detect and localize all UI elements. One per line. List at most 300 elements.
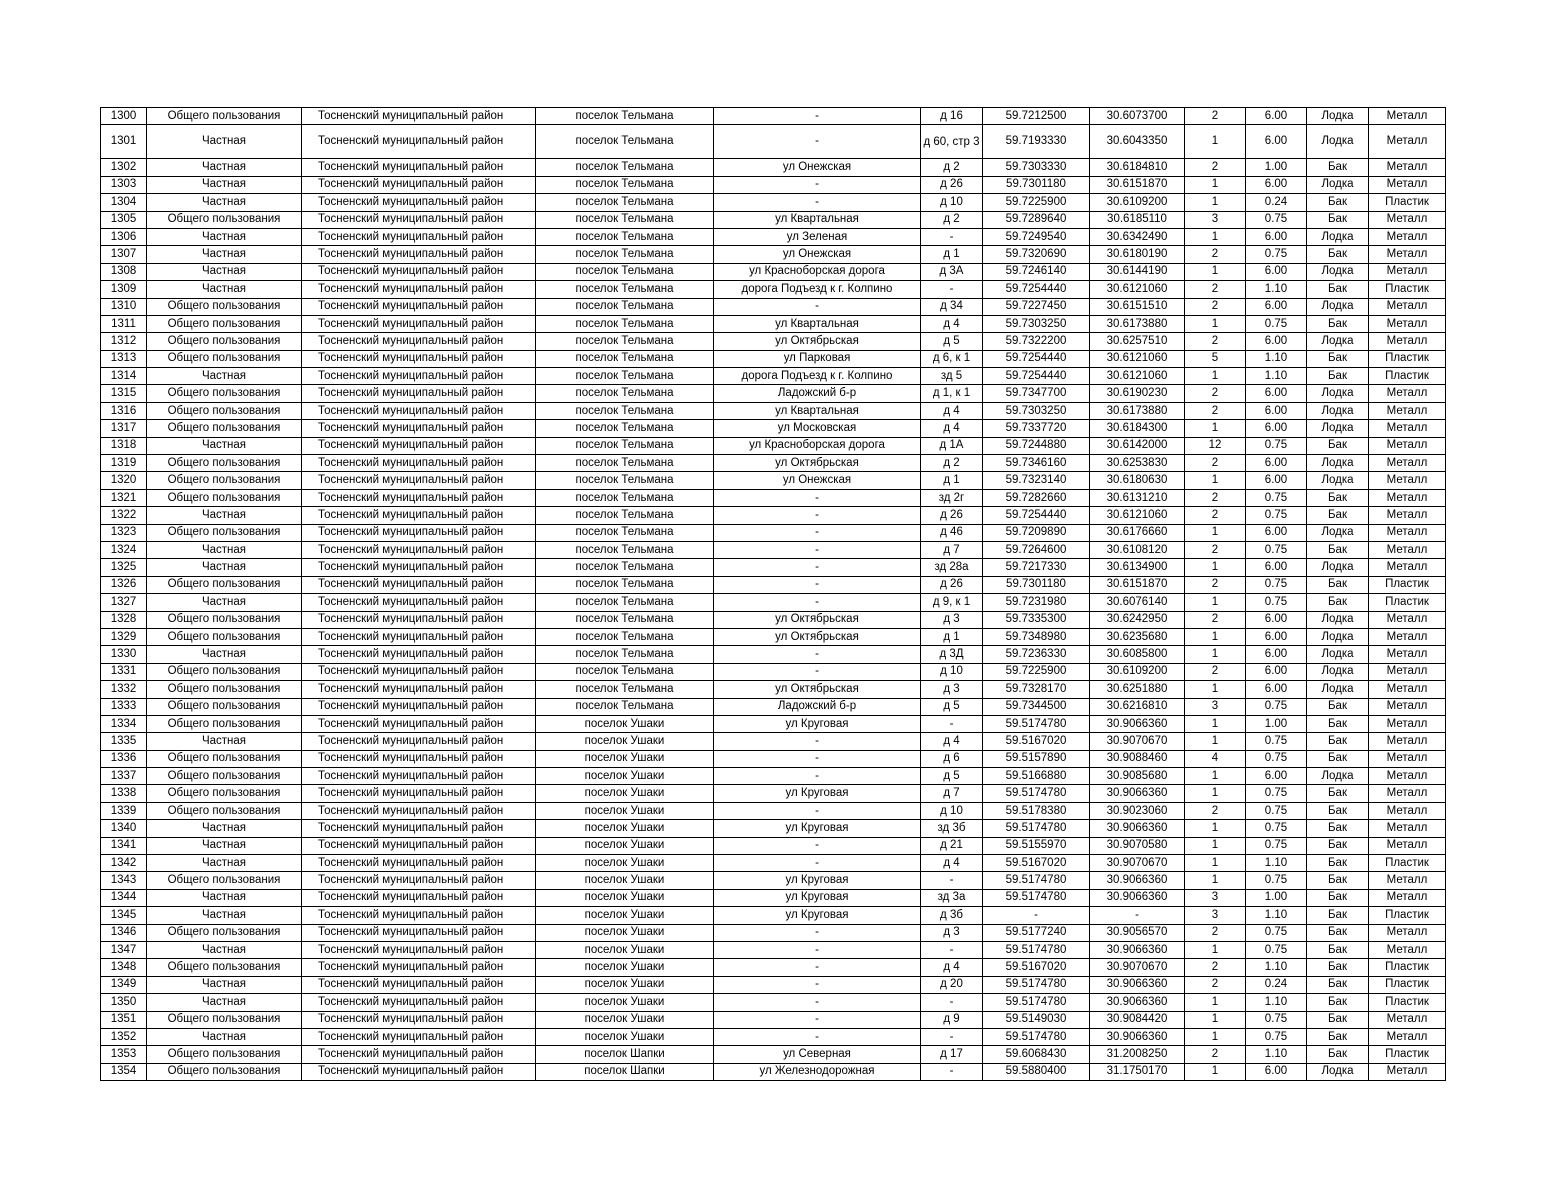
table-row <box>101 281 1446 298</box>
building-cell: зд 5 <box>921 368 983 385</box>
table-row <box>101 941 1446 958</box>
settlement-cell: поселок Тельмана <box>536 455 714 472</box>
volume-cell: 0.24 <box>1246 976 1307 993</box>
street-cell: - <box>714 1011 921 1028</box>
volume-cell: 1.10 <box>1246 368 1307 385</box>
table-row <box>101 385 1446 402</box>
container-type-cell: Лодка <box>1307 420 1369 437</box>
table-row <box>101 246 1446 263</box>
street-cell: ул Онежская <box>714 246 921 263</box>
street-cell: - <box>714 802 921 819</box>
building-cell: - <box>921 872 983 889</box>
container-count-cell: 2 <box>1185 108 1246 125</box>
building-cell: д 2 <box>921 211 983 228</box>
container-count-cell: 1 <box>1185 646 1246 663</box>
row-number-cell: 1305 <box>101 211 147 228</box>
building-cell: д 3 <box>921 924 983 941</box>
longitude-cell: 30.6121060 <box>1090 368 1185 385</box>
district-cell: Тосненский муниципальный район <box>302 750 536 767</box>
settlement-cell: поселок Тельмана <box>536 246 714 263</box>
material-cell: Металл <box>1369 785 1446 802</box>
container-type-cell: Бак <box>1307 802 1369 819</box>
ownership-cell: Общего пользования <box>147 611 302 628</box>
latitude-cell: 59.7344500 <box>983 698 1090 715</box>
street-cell: - <box>714 976 921 993</box>
table-row <box>101 298 1446 315</box>
district-cell: Тосненский муниципальный район <box>302 350 536 367</box>
longitude-cell: 30.6121060 <box>1090 281 1185 298</box>
row-number-cell: 1340 <box>101 820 147 837</box>
container-type-cell: Лодка <box>1307 768 1369 785</box>
row-number-cell: 1320 <box>101 472 147 489</box>
building-cell: - <box>921 941 983 958</box>
longitude-cell: 30.6190230 <box>1090 385 1185 402</box>
container-count-cell: 2 <box>1185 541 1246 558</box>
settlement-cell: поселок Тельмана <box>536 402 714 419</box>
volume-cell: 6.00 <box>1246 472 1307 489</box>
table-row <box>101 768 1446 785</box>
district-cell: Тосненский муниципальный район <box>302 1063 536 1080</box>
ownership-cell: Общего пользования <box>147 628 302 645</box>
street-cell: ул Квартальная <box>714 402 921 419</box>
container-count-cell: 1 <box>1185 820 1246 837</box>
latitude-cell: 59.7225900 <box>983 194 1090 211</box>
latitude-cell: 59.7231980 <box>983 594 1090 611</box>
container-type-cell: Бак <box>1307 246 1369 263</box>
settlement-cell: поселок Тельмана <box>536 385 714 402</box>
table-row <box>101 681 1446 698</box>
row-number-cell: 1349 <box>101 976 147 993</box>
material-cell: Металл <box>1369 159 1446 176</box>
container-count-cell: 1 <box>1185 472 1246 489</box>
table-row <box>101 489 1446 506</box>
container-type-cell: Лодка <box>1307 263 1369 280</box>
ownership-cell: Частная <box>147 368 302 385</box>
building-cell: д 21 <box>921 837 983 854</box>
longitude-cell: 30.9056570 <box>1090 924 1185 941</box>
building-cell: д 2 <box>921 455 983 472</box>
volume-cell: 1.00 <box>1246 715 1307 732</box>
building-cell: д 6, к 1 <box>921 350 983 367</box>
container-type-cell: Лодка <box>1307 646 1369 663</box>
street-cell: - <box>714 559 921 576</box>
longitude-cell: 30.6342490 <box>1090 228 1185 245</box>
district-cell: Тосненский муниципальный район <box>302 994 536 1011</box>
material-cell: Пластик <box>1369 855 1446 872</box>
table-row <box>101 663 1446 680</box>
district-cell: Тосненский муниципальный район <box>302 941 536 958</box>
container-count-cell: 1 <box>1185 594 1246 611</box>
container-count-cell: 2 <box>1185 924 1246 941</box>
ownership-cell: Частная <box>147 194 302 211</box>
street-cell: дорога Подъезд к г. Колпино <box>714 368 921 385</box>
container-type-cell: Лодка <box>1307 472 1369 489</box>
material-cell: Пластик <box>1369 1046 1446 1063</box>
ownership-cell: Частная <box>147 541 302 558</box>
building-cell: д 46 <box>921 524 983 541</box>
latitude-cell: 59.5174780 <box>983 820 1090 837</box>
material-cell: Металл <box>1369 820 1446 837</box>
longitude-cell: 30.9066360 <box>1090 976 1185 993</box>
building-cell: д 1, к 1 <box>921 385 983 402</box>
latitude-cell: 59.7303250 <box>983 315 1090 332</box>
volume-cell: 0.75 <box>1246 837 1307 854</box>
longitude-cell: 30.6076140 <box>1090 594 1185 611</box>
settlement-cell: поселок Ушаки <box>536 837 714 854</box>
settlement-cell: поселок Тельмана <box>536 681 714 698</box>
volume-cell: 6.00 <box>1246 663 1307 680</box>
building-cell: д 9 <box>921 1011 983 1028</box>
row-number-cell: 1301 <box>101 125 147 159</box>
ownership-cell: Общего пользования <box>147 872 302 889</box>
longitude-cell: 30.6235680 <box>1090 628 1185 645</box>
district-cell: Тосненский муниципальный район <box>302 420 536 437</box>
table-row <box>101 785 1446 802</box>
container-type-cell: Бак <box>1307 855 1369 872</box>
street-cell: ул Московская <box>714 420 921 437</box>
volume-cell: 1.00 <box>1246 889 1307 906</box>
material-cell: Металл <box>1369 733 1446 750</box>
street-cell: ул Онежская <box>714 159 921 176</box>
container-type-cell: Бак <box>1307 194 1369 211</box>
row-number-cell: 1300 <box>101 108 147 125</box>
street-cell: ул Круговая <box>714 715 921 732</box>
table-row <box>101 820 1446 837</box>
container-type-cell: Бак <box>1307 1028 1369 1045</box>
container-count-cell: 2 <box>1185 298 1246 315</box>
container-count-cell: 1 <box>1185 715 1246 732</box>
container-type-cell: Бак <box>1307 959 1369 976</box>
latitude-cell: 59.7303250 <box>983 402 1090 419</box>
latitude-cell: 59.5174780 <box>983 785 1090 802</box>
container-type-cell: Бак <box>1307 924 1369 941</box>
street-cell: ул Круговая <box>714 889 921 906</box>
street-cell: - <box>714 941 921 958</box>
settlement-cell: поселок Тельмана <box>536 108 714 125</box>
longitude-cell: 30.6043350 <box>1090 125 1185 159</box>
material-cell: Металл <box>1369 1011 1446 1028</box>
ownership-cell: Частная <box>147 559 302 576</box>
row-number-cell: 1324 <box>101 541 147 558</box>
district-cell: Тосненский муниципальный район <box>302 576 536 593</box>
container-count-cell: 3 <box>1185 907 1246 924</box>
table-row <box>101 733 1446 750</box>
street-cell: - <box>714 994 921 1011</box>
building-cell: д 3 <box>921 611 983 628</box>
street-cell: - <box>714 733 921 750</box>
material-cell: Металл <box>1369 611 1446 628</box>
settlement-cell: поселок Тельмана <box>536 594 714 611</box>
building-cell: - <box>921 228 983 245</box>
volume-cell: 0.75 <box>1246 541 1307 558</box>
settlement-cell: поселок Ушаки <box>536 785 714 802</box>
row-number-cell: 1334 <box>101 715 147 732</box>
volume-cell: 0.75 <box>1246 315 1307 332</box>
latitude-cell: 59.5174780 <box>983 994 1090 1011</box>
container-type-cell: Бак <box>1307 715 1369 732</box>
street-cell: - <box>714 837 921 854</box>
latitude-cell: 59.7254440 <box>983 507 1090 524</box>
container-type-cell: Бак <box>1307 1011 1369 1028</box>
container-count-cell: 1 <box>1185 994 1246 1011</box>
volume-cell: 0.75 <box>1246 576 1307 593</box>
material-cell: Металл <box>1369 211 1446 228</box>
row-number-cell: 1326 <box>101 576 147 593</box>
district-cell: Тосненский муниципальный район <box>302 559 536 576</box>
volume-cell: 6.00 <box>1246 402 1307 419</box>
district-cell: Тосненский муниципальный район <box>302 733 536 750</box>
row-number-cell: 1344 <box>101 889 147 906</box>
settlement-cell: поселок Ушаки <box>536 941 714 958</box>
building-cell: д 20 <box>921 976 983 993</box>
row-number-cell: 1323 <box>101 524 147 541</box>
district-cell: Тосненский муниципальный район <box>302 855 536 872</box>
volume-cell: 6.00 <box>1246 108 1307 125</box>
material-cell: Металл <box>1369 715 1446 732</box>
container-count-cell: 1 <box>1185 228 1246 245</box>
material-cell: Металл <box>1369 420 1446 437</box>
container-count-cell: 2 <box>1185 663 1246 680</box>
container-count-cell: 1 <box>1185 559 1246 576</box>
volume-cell: 0.75 <box>1246 820 1307 837</box>
longitude-cell: 30.9066360 <box>1090 941 1185 958</box>
ownership-cell: Общего пользования <box>147 715 302 732</box>
volume-cell: 1.00 <box>1246 159 1307 176</box>
row-number-cell: 1331 <box>101 663 147 680</box>
ownership-cell: Общего пользования <box>147 211 302 228</box>
table-row <box>101 594 1446 611</box>
building-cell: д 3Д <box>921 646 983 663</box>
street-cell: - <box>714 768 921 785</box>
table-row <box>101 455 1446 472</box>
district-cell: Тосненский муниципальный район <box>302 176 536 193</box>
volume-cell: 1.10 <box>1246 350 1307 367</box>
settlement-cell: поселок Тельмана <box>536 281 714 298</box>
row-number-cell: 1325 <box>101 559 147 576</box>
settlement-cell: поселок Тельмана <box>536 333 714 350</box>
volume-cell: 6.00 <box>1246 524 1307 541</box>
settlement-cell: поселок Ушаки <box>536 889 714 906</box>
table-row <box>101 541 1446 558</box>
ownership-cell: Общего пользования <box>147 402 302 419</box>
district-cell: Тосненский муниципальный район <box>302 976 536 993</box>
material-cell: Металл <box>1369 524 1446 541</box>
container-type-cell: Лодка <box>1307 176 1369 193</box>
latitude-cell: 59.5167020 <box>983 733 1090 750</box>
material-cell: Металл <box>1369 889 1446 906</box>
material-cell: Металл <box>1369 698 1446 715</box>
container-count-cell: 12 <box>1185 437 1246 454</box>
street-cell: ул Квартальная <box>714 315 921 332</box>
district-cell: Тосненский муниципальный район <box>302 681 536 698</box>
table-row <box>101 437 1446 454</box>
row-number-cell: 1342 <box>101 855 147 872</box>
latitude-cell: 59.7249540 <box>983 228 1090 245</box>
ownership-cell: Частная <box>147 263 302 280</box>
settlement-cell: поселок Ушаки <box>536 1011 714 1028</box>
street-cell: дорога Подъезд к г. Колпино <box>714 281 921 298</box>
row-number-cell: 1314 <box>101 368 147 385</box>
street-cell: ул Онежская <box>714 472 921 489</box>
ownership-cell: Частная <box>147 159 302 176</box>
settlement-cell: поселок Тельмана <box>536 663 714 680</box>
table-row <box>101 524 1446 541</box>
row-number-cell: 1351 <box>101 1011 147 1028</box>
table-row <box>101 924 1446 941</box>
district-cell: Тосненский муниципальный район <box>302 489 536 506</box>
row-number-cell: 1332 <box>101 681 147 698</box>
settlement-cell: поселок Тельмана <box>536 559 714 576</box>
container-count-cell: 4 <box>1185 750 1246 767</box>
district-cell: Тосненский муниципальный район <box>302 402 536 419</box>
settlement-cell: поселок Тельмана <box>536 472 714 489</box>
table-row <box>101 576 1446 593</box>
settlement-cell: поселок Тельмана <box>536 507 714 524</box>
longitude-cell: 30.6251880 <box>1090 681 1185 698</box>
settlement-cell: поселок Тельмана <box>536 263 714 280</box>
longitude-cell: 30.6151510 <box>1090 298 1185 315</box>
volume-cell: 0.75 <box>1246 246 1307 263</box>
container-count-cell: 1 <box>1185 420 1246 437</box>
settlement-cell: поселок Ушаки <box>536 802 714 819</box>
ownership-cell: Частная <box>147 941 302 958</box>
district-cell: Тосненский муниципальный район <box>302 611 536 628</box>
latitude-cell: 59.7209890 <box>983 524 1090 541</box>
district-cell: Тосненский муниципальный район <box>302 698 536 715</box>
container-type-cell: Бак <box>1307 733 1369 750</box>
longitude-cell: 30.6121060 <box>1090 350 1185 367</box>
latitude-cell: 59.7264600 <box>983 541 1090 558</box>
volume-cell: 6.00 <box>1246 646 1307 663</box>
ownership-cell: Общего пользования <box>147 768 302 785</box>
table-row <box>101 1063 1446 1080</box>
row-number-cell: 1316 <box>101 402 147 419</box>
longitude-cell: 30.6121060 <box>1090 507 1185 524</box>
container-type-cell: Бак <box>1307 1046 1369 1063</box>
district-cell: Тосненский муниципальный район <box>302 1046 536 1063</box>
container-type-cell: Бак <box>1307 594 1369 611</box>
row-number-cell: 1304 <box>101 194 147 211</box>
volume-cell: 6.00 <box>1246 333 1307 350</box>
container-type-cell: Бак <box>1307 507 1369 524</box>
district-cell: Тосненский муниципальный район <box>302 211 536 228</box>
ownership-cell: Частная <box>147 125 302 159</box>
table-row <box>101 1011 1446 1028</box>
volume-cell: 1.10 <box>1246 994 1307 1011</box>
longitude-cell: 30.9066360 <box>1090 889 1185 906</box>
latitude-cell: 59.7328170 <box>983 681 1090 698</box>
container-type-cell: Бак <box>1307 541 1369 558</box>
district-cell: Тосненский муниципальный район <box>302 594 536 611</box>
building-cell: - <box>921 715 983 732</box>
table-row <box>101 837 1446 854</box>
ownership-cell: Частная <box>147 994 302 1011</box>
row-number-cell: 1347 <box>101 941 147 958</box>
container-type-cell: Бак <box>1307 837 1369 854</box>
district-cell: Тосненский муниципальный район <box>302 628 536 645</box>
row-number-cell: 1335 <box>101 733 147 750</box>
street-cell: Ладожский б-р <box>714 385 921 402</box>
longitude-cell: 30.6180630 <box>1090 472 1185 489</box>
table-row <box>101 959 1446 976</box>
material-cell: Пластик <box>1369 594 1446 611</box>
ownership-cell: Общего пользования <box>147 785 302 802</box>
material-cell: Металл <box>1369 228 1446 245</box>
building-cell: д 3А <box>921 263 983 280</box>
material-cell: Металл <box>1369 559 1446 576</box>
row-number-cell: 1337 <box>101 768 147 785</box>
volume-cell: 0.75 <box>1246 785 1307 802</box>
container-count-cell: 3 <box>1185 698 1246 715</box>
district-cell: Тосненский муниципальный район <box>302 837 536 854</box>
settlement-cell: поселок Тельмана <box>536 298 714 315</box>
table-row <box>101 350 1446 367</box>
settlement-cell: поселок Ушаки <box>536 959 714 976</box>
volume-cell: 0.75 <box>1246 802 1307 819</box>
ownership-cell: Общего пользования <box>147 959 302 976</box>
table-row <box>101 263 1446 280</box>
material-cell: Пластик <box>1369 194 1446 211</box>
material-cell: Пластик <box>1369 976 1446 993</box>
material-cell: Металл <box>1369 872 1446 889</box>
material-cell: Металл <box>1369 1063 1446 1080</box>
street-cell: - <box>714 524 921 541</box>
table-row <box>101 228 1446 245</box>
settlement-cell: поселок Тельмана <box>536 211 714 228</box>
building-cell: - <box>921 1063 983 1080</box>
volume-cell: 6.00 <box>1246 768 1307 785</box>
longitude-cell: 30.6216810 <box>1090 698 1185 715</box>
settlement-cell: поселок Ушаки <box>536 750 714 767</box>
table-row <box>101 994 1446 1011</box>
street-cell: ул Квартальная <box>714 211 921 228</box>
volume-cell: 6.00 <box>1246 1063 1307 1080</box>
street-cell: ул Красноборская дорога <box>714 263 921 280</box>
ownership-cell: Общего пользования <box>147 1046 302 1063</box>
volume-cell: 6.00 <box>1246 125 1307 159</box>
street-cell: - <box>714 507 921 524</box>
container-type-cell: Бак <box>1307 820 1369 837</box>
latitude-cell: 59.7217330 <box>983 559 1090 576</box>
longitude-cell: 30.6184810 <box>1090 159 1185 176</box>
settlement-cell: поселок Ушаки <box>536 907 714 924</box>
building-cell: д 10 <box>921 663 983 680</box>
district-cell: Тосненский муниципальный район <box>302 802 536 819</box>
table-row <box>101 646 1446 663</box>
latitude-cell: 59.5174780 <box>983 976 1090 993</box>
container-type-cell: Бак <box>1307 994 1369 1011</box>
longitude-cell: 30.6151870 <box>1090 576 1185 593</box>
material-cell: Металл <box>1369 768 1446 785</box>
container-type-cell: Лодка <box>1307 1063 1369 1080</box>
volume-cell: 0.75 <box>1246 594 1307 611</box>
container-type-cell: Лодка <box>1307 298 1369 315</box>
ownership-cell: Общего пользования <box>147 924 302 941</box>
row-number-cell: 1303 <box>101 176 147 193</box>
building-cell: зд 2г <box>921 489 983 506</box>
row-number-cell: 1317 <box>101 420 147 437</box>
container-type-cell: Лодка <box>1307 559 1369 576</box>
volume-cell: 6.00 <box>1246 559 1307 576</box>
ownership-cell: Общего пользования <box>147 750 302 767</box>
row-number-cell: 1310 <box>101 298 147 315</box>
building-cell: д 34 <box>921 298 983 315</box>
settlement-cell: поселок Ушаки <box>536 976 714 993</box>
longitude-cell: 30.9070670 <box>1090 855 1185 872</box>
street-cell: - <box>714 125 921 159</box>
table-row <box>101 194 1446 211</box>
row-number-cell: 1350 <box>101 994 147 1011</box>
